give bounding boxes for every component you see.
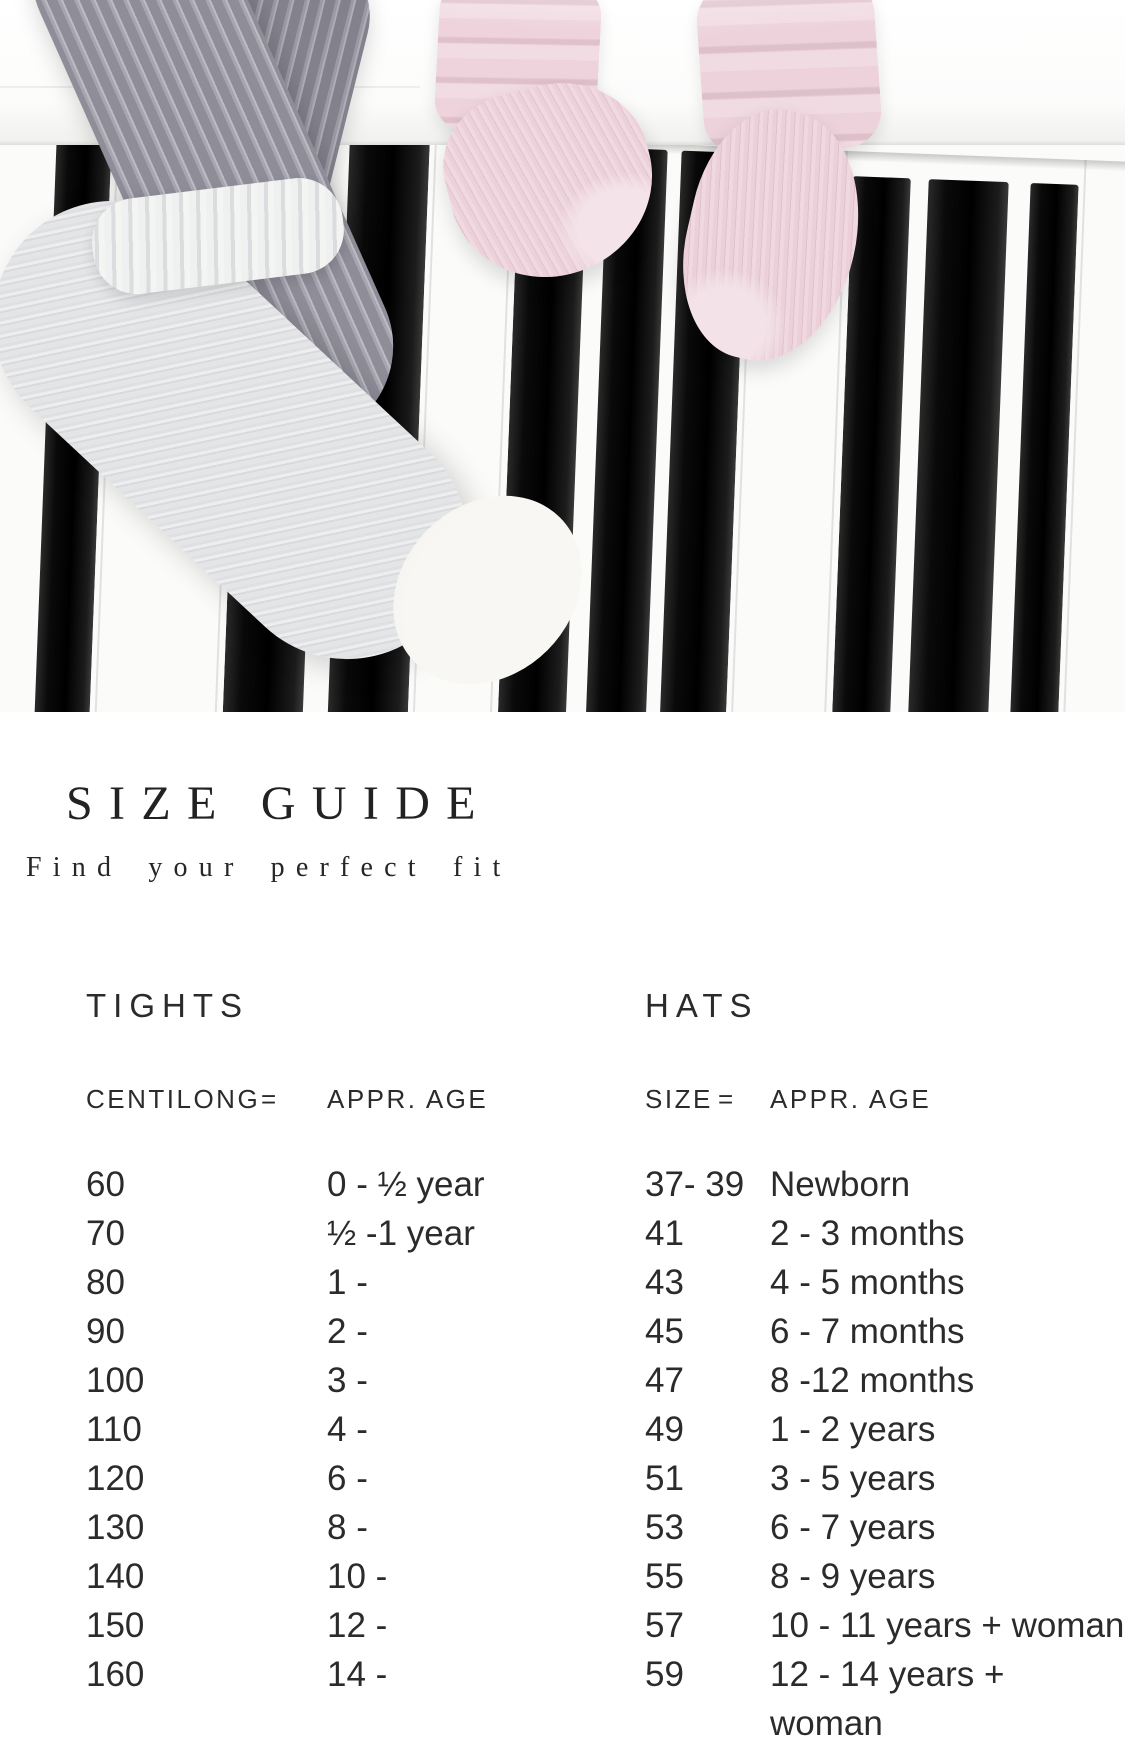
table-row — [86, 1356, 645, 1405]
column-header-size: CENTILONG — [86, 1084, 261, 1114]
size-cell: 80 — [86, 1263, 125, 1302]
size-cell: 70 — [86, 1214, 125, 1253]
table-row — [86, 1650, 645, 1699]
page-title: SIZE GUIDE — [66, 777, 492, 830]
age-cell: 6 - — [327, 1459, 368, 1498]
age-cell: 8 - 9 years — [770, 1557, 936, 1596]
size-cell: 45 — [645, 1312, 684, 1351]
table-row — [645, 1160, 1125, 1209]
age-cell: 1 - — [327, 1263, 368, 1302]
age-cell: 10 - — [327, 1557, 388, 1596]
age-cell: 4 - 5 months — [770, 1263, 965, 1302]
size-cell: 130 — [86, 1508, 145, 1547]
size-cell: 57 — [645, 1606, 684, 1645]
size-cell: 160 — [86, 1655, 145, 1694]
size-guide-photo — [0, 0, 1125, 712]
age-cell: 10 - 11 years + woman — [770, 1606, 1125, 1645]
age-cell: ½ -1 year — [327, 1214, 475, 1253]
table-row — [645, 1258, 1125, 1307]
table-row — [645, 1356, 1125, 1405]
size-tables — [86, 987, 1125, 1743]
size-cell: 110 — [86, 1410, 142, 1449]
hats-column-header — [645, 1086, 1125, 1112]
age-cell: 6 - 7 months — [770, 1312, 965, 1351]
age-cell: 8 - — [327, 1508, 368, 1547]
tights-rows — [86, 1160, 645, 1699]
equals-sign: = — [261, 1084, 279, 1114]
age-cell: 12 - — [327, 1606, 388, 1645]
size-cell: 41 — [645, 1214, 684, 1253]
table-row — [645, 1503, 1125, 1552]
size-cell: 51 — [645, 1459, 684, 1498]
table-row — [645, 1454, 1125, 1503]
table-row — [645, 1307, 1125, 1356]
age-cell: 2 - 3 months — [770, 1214, 965, 1253]
column-header-age: APPR. AGE — [327, 1084, 489, 1114]
age-cell: 1 - 2 years — [770, 1410, 936, 1449]
hats-table-title: HATS — [645, 987, 759, 1024]
age-cell: 14 - — [327, 1655, 388, 1694]
size-cell: 140 — [86, 1557, 145, 1596]
radiator-slat-gap — [906, 179, 1009, 712]
table-row — [86, 1307, 645, 1356]
size-cell: 37- 39 — [645, 1165, 745, 1204]
age-cell: 2 - — [327, 1312, 368, 1351]
size-cell: 49 — [645, 1410, 684, 1449]
table-row — [86, 1454, 645, 1503]
table-row — [645, 1552, 1125, 1601]
age-cell: 3 - 5 years — [770, 1459, 936, 1498]
hats-table — [645, 987, 1125, 1743]
table-row — [86, 1552, 645, 1601]
table-row — [86, 1503, 645, 1552]
size-cell: 100 — [86, 1361, 145, 1400]
table-row — [86, 1258, 645, 1307]
table-row — [86, 1601, 645, 1650]
size-cell: 47 — [645, 1361, 684, 1400]
size-cell: 90 — [86, 1312, 125, 1351]
column-header-size: SIZE — [645, 1084, 713, 1114]
tights-table — [86, 989, 645, 1699]
size-cell: 55 — [645, 1557, 684, 1596]
age-cell: Newborn — [770, 1165, 911, 1204]
size-cell: 120 — [86, 1459, 145, 1498]
table-row — [645, 1209, 1125, 1258]
tights-column-header — [86, 1086, 645, 1112]
table-row — [86, 1209, 645, 1258]
size-cell: 53 — [645, 1508, 684, 1547]
age-cell: 3 - — [327, 1361, 368, 1400]
table-row — [645, 1601, 1125, 1650]
column-header-age: APPR. AGE — [770, 1084, 932, 1114]
tights-table-title: TIGHTS — [86, 987, 249, 1024]
age-cell: 6 - 7 years — [770, 1508, 936, 1547]
size-cell: 59 — [645, 1655, 684, 1694]
age-cell: 12 - 14 years + woman — [770, 1655, 1005, 1743]
size-cell: 60 — [86, 1165, 125, 1204]
age-cell: 4 - — [327, 1410, 368, 1449]
table-row — [645, 1405, 1125, 1454]
table-row — [86, 1160, 645, 1209]
age-cell: 0 - ½ year — [327, 1165, 485, 1204]
size-cell: 150 — [86, 1606, 145, 1645]
size-cell: 43 — [645, 1263, 684, 1302]
equals-sign: = — [718, 1084, 736, 1114]
page-subtitle: Find your perfect fit — [26, 852, 512, 883]
age-cell: 8 -12 months — [770, 1361, 975, 1400]
table-row — [645, 1650, 1125, 1743]
table-row — [86, 1405, 645, 1454]
hats-rows — [645, 1160, 1125, 1743]
